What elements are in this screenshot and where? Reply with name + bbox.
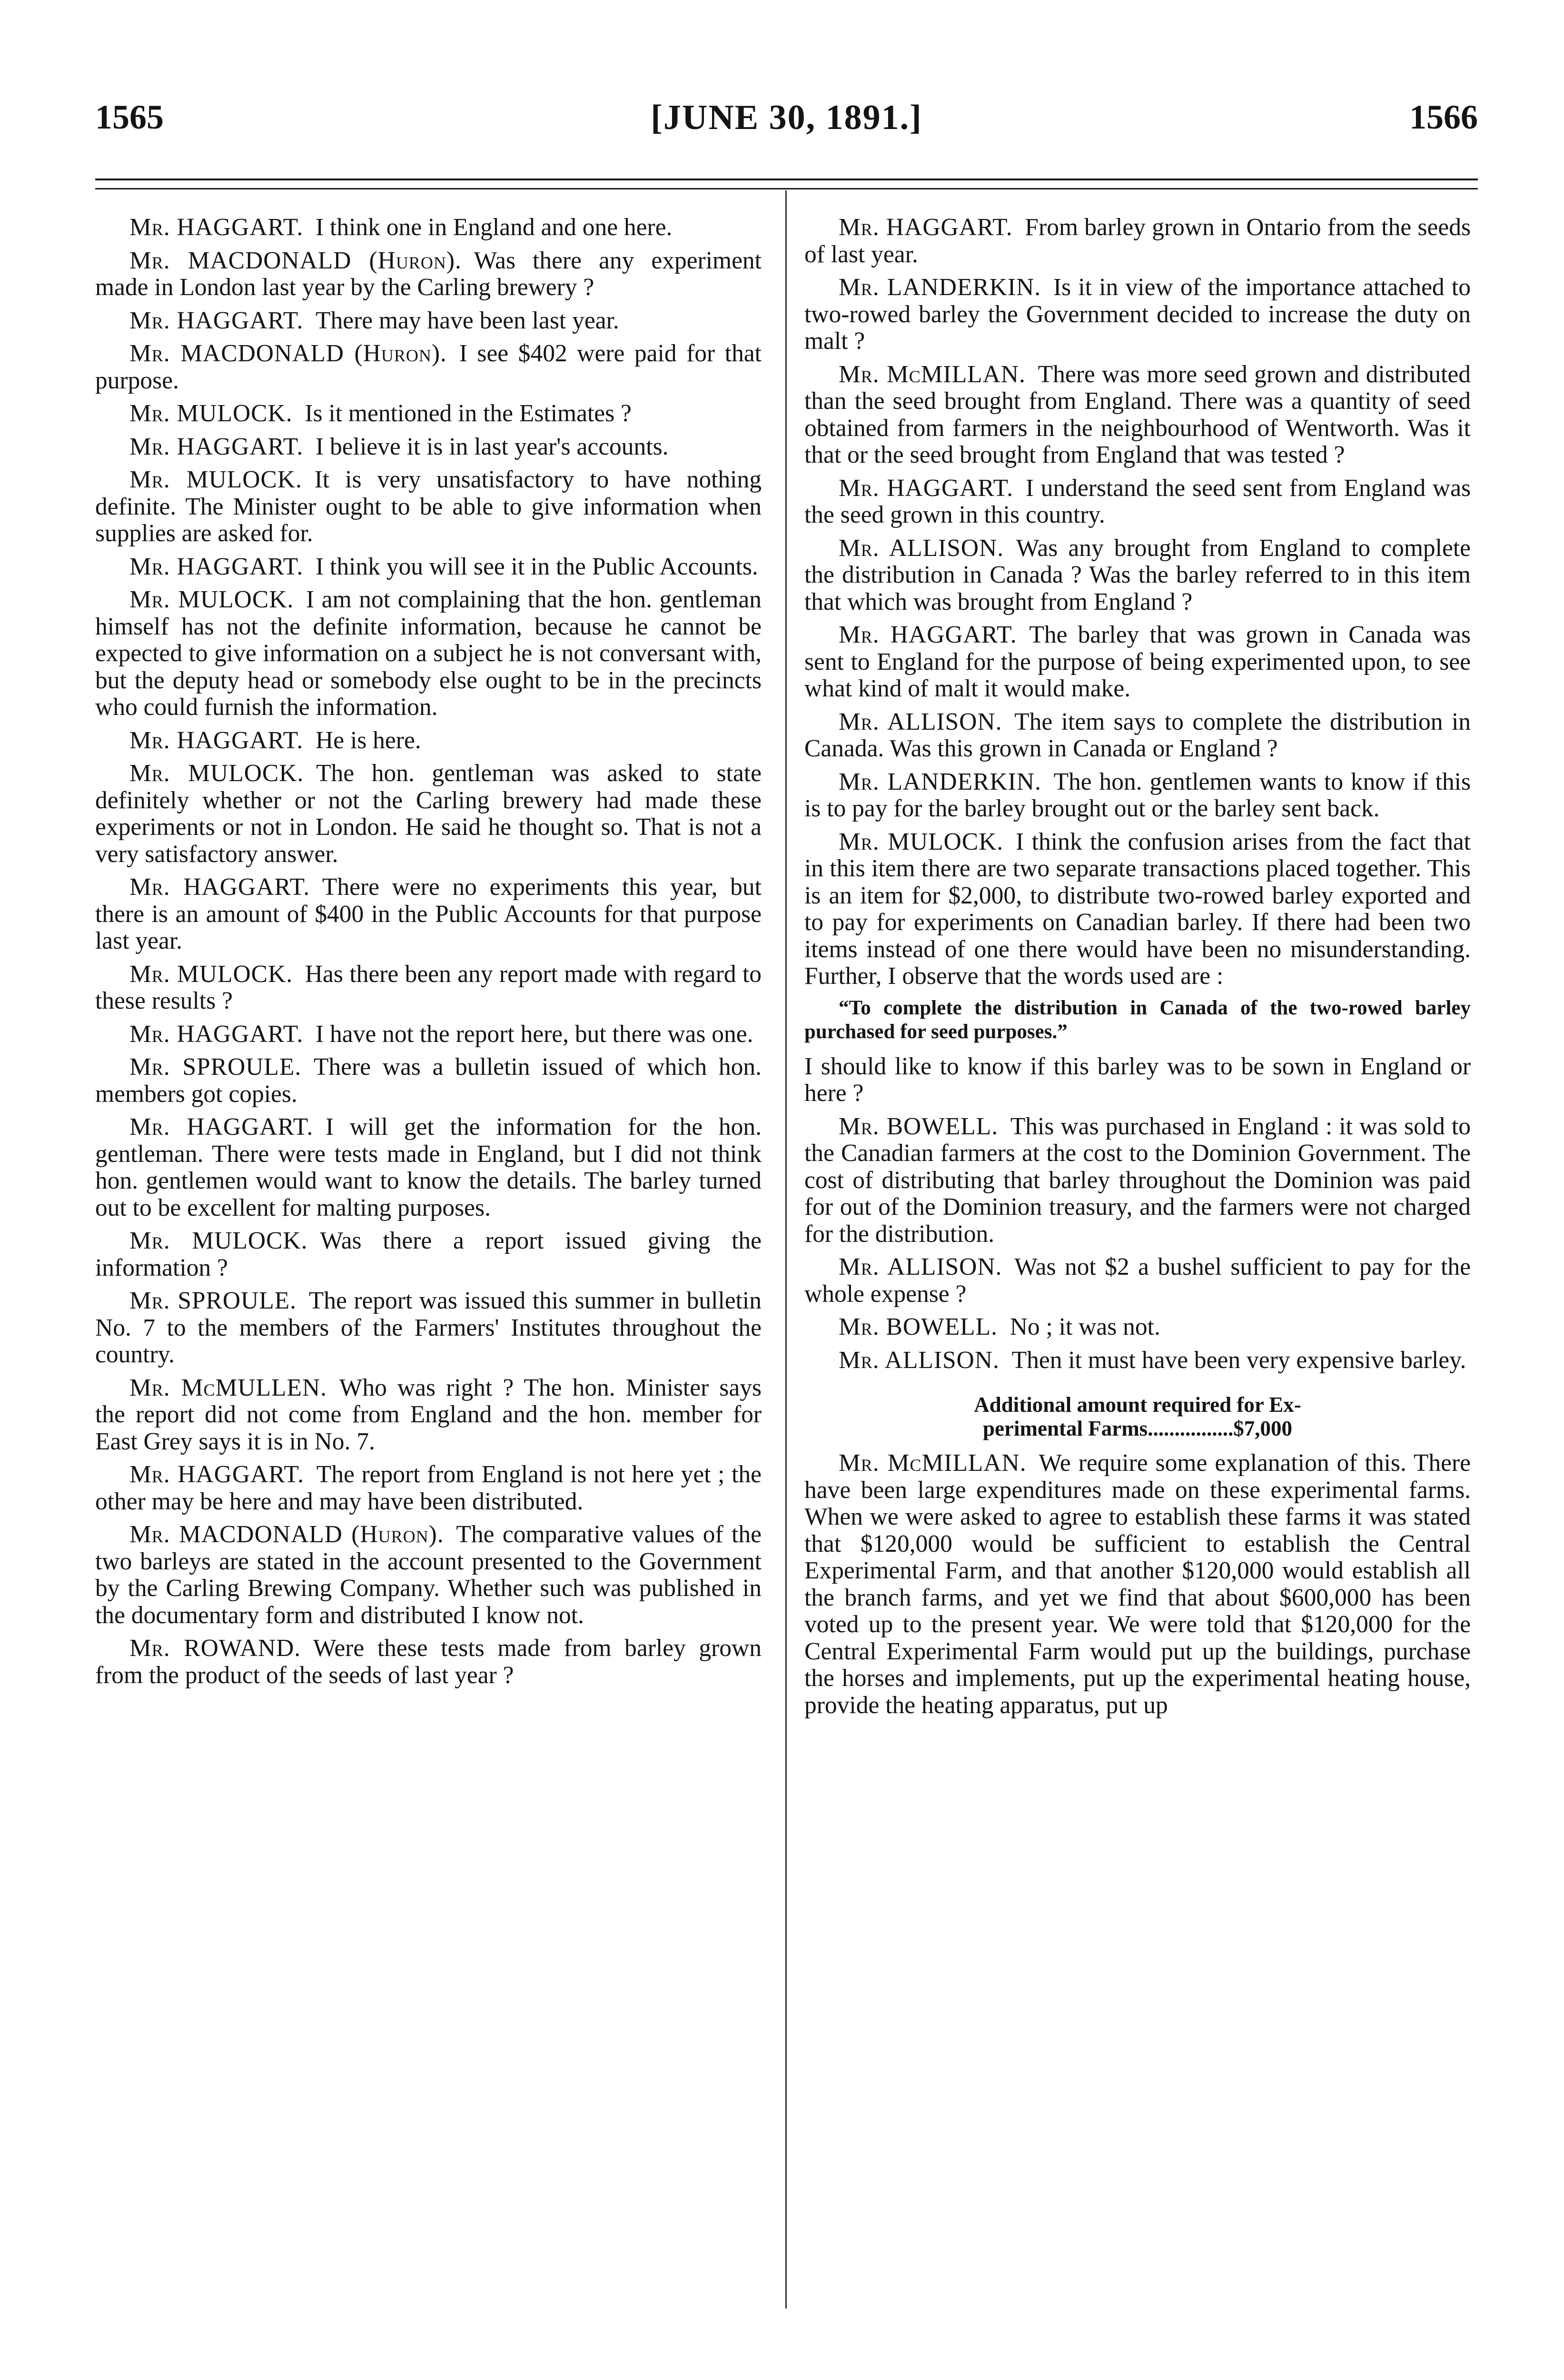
speech-paragraph [95, 1461, 762, 1515]
header-rule-top [95, 178, 1478, 180]
speech-paragraph [804, 214, 1471, 268]
speech-text: Has there been any report made with regard to these results ? [95, 960, 762, 1014]
speaker-name: Mr. HAGGART. [839, 621, 1017, 648]
speaker-name: Mr. MACDONALD (Huron). [129, 247, 462, 274]
speech-paragraph [95, 1375, 762, 1456]
speaker-name: Mr. McMILLAN. [839, 360, 1026, 388]
speech-paragraph [804, 829, 1471, 990]
page-header [95, 98, 1478, 150]
speech-text: The barley that was grown in Canada was sent to England for the purpose of being experimented upon, to see what kind of malt it would make. [804, 621, 1471, 702]
speech-paragraph [95, 434, 762, 461]
speech-text: I think one in England and one here. [316, 214, 673, 241]
left-page-number: 1565 [95, 98, 164, 136]
speech-text: The hon. gentlemen wants to know if this is to pay for the barley brought out or the barley sent back. [804, 768, 1471, 822]
speaker-name: Mr. HAGGART. [839, 474, 1014, 502]
speaker-name: Mr. HAGGART. [129, 726, 304, 754]
speech-text: There were no experiments this year, but there is an amount of $400 in the Public Accounts for that purpose last year. [95, 873, 762, 954]
speech-text: From barley grown in Ontario from the seeds of last year. [804, 214, 1471, 268]
speaker-name: Mr. McMULLEN. [129, 1374, 327, 1401]
speech-text: Then it must have been very expensive barley. [1011, 1346, 1466, 1374]
speaker-name: Mr. MULOCK. [129, 1227, 308, 1254]
speaker-name: Mr. HAGGART. [129, 307, 304, 334]
speech-paragraph [95, 1288, 762, 1368]
speaker-name: Mr. LANDERKIN. [839, 274, 1041, 301]
speech-text: Is it in view of the importance attached to two-rowed barley the Government decided to increase the duty on malt ? [804, 274, 1471, 355]
speaker-name: Mr. SPROULE. [129, 1287, 297, 1314]
speech-text: The comparative values of the two barleys are stated in the account presented to the Government by the Carling Brewing Company. Whether such was published in the documentary form and distributed I know not. [95, 1521, 762, 1629]
header-rule-bottom [95, 188, 1478, 189]
speech-paragraph [95, 466, 762, 547]
speech-paragraph [95, 214, 762, 241]
speech-paragraph [804, 475, 1471, 529]
speaker-name: Mr. HAGGART. [129, 1113, 314, 1140]
speech-paragraph [95, 874, 762, 955]
speaker-name: Mr. MULOCK. [839, 828, 1004, 855]
column-divider [785, 190, 787, 2309]
speech-paragraph [804, 361, 1471, 469]
speech-text: I believe it is in last year's accounts. [316, 433, 669, 460]
right-column [804, 214, 1471, 1725]
speaker-name: Mr. HAGGART. [129, 214, 304, 241]
speech-paragraph [95, 307, 762, 335]
speech-text: No ; it was not. [1010, 1313, 1160, 1340]
speaker-name: Mr. HAGGART. [129, 553, 304, 580]
speech-paragraph [95, 760, 762, 868]
speech-text: I see $402 were paid for that purpose. [95, 340, 762, 394]
speech-paragraph [95, 961, 762, 1015]
speaker-name: Mr. MACDONALD (Huron). [129, 340, 447, 367]
speech-text: He is here. [316, 726, 421, 754]
speech-text: Were these tests made from barley grown from the product of the seeds of last year ? [95, 1635, 762, 1689]
speech-text: I understand the seed sent from England was the seed grown in this country. [804, 474, 1471, 528]
speech-text: This was purchased in England : it was sold to the Canadian farmers at the cost to the Dominion Government. The cost of distributing that barley throughout the Dominion was paid for out of the Dominion treasury, and the farmers were not charged for the distribution. [804, 1112, 1471, 1248]
speech-paragraph [804, 1450, 1471, 1719]
speech-text: There was a bulletin issued of which hon. members got copies. [95, 1053, 762, 1108]
speaker-name: Mr. HAGGART. [129, 433, 304, 460]
speech-paragraph [95, 248, 762, 301]
speech-text: I think you will see it in the Public Accounts. [316, 553, 758, 580]
speech-text: There may have been last year. [316, 307, 619, 334]
speech-paragraph [95, 400, 762, 427]
speech-text: Was not $2 a bushel sufficient to pay for the whole expense ? [804, 1253, 1471, 1308]
speech-paragraph [95, 586, 762, 721]
speaker-name: Mr. ALLISON. [839, 1253, 1002, 1280]
speech-paragraph [95, 727, 762, 754]
speech-text: Was there any experiment made in London last year by the Carling brewery ? [95, 247, 762, 301]
left-column [95, 214, 762, 1695]
speech-paragraph [804, 1347, 1471, 1374]
issue-date: [JUNE 30, 1891.] [651, 98, 922, 137]
speaker-name: Mr. ALLISON. [839, 708, 1002, 735]
speech-text: I will get the information for the hon. gentleman. There were tests made in England, but I did not think hon. gentlemen would want to know the details. The barley turned out to be excellent for malting purposes. [95, 1113, 762, 1221]
speaker-name: Mr. BOWELL. [839, 1112, 999, 1140]
speaker-name: Mr. MULOCK. [129, 400, 293, 427]
speech-text: Is it mentioned in the Estimates ? [305, 400, 632, 427]
speech-text: There was more seed grown and distributed than the seed brought from England. There was a quantity of seed obtained from farmers in the neighbourhood of Wentworth. Was it that or the seed brought from England that was tested ? [804, 360, 1471, 468]
speech-paragraph [95, 1054, 762, 1108]
estimate-item-line-2: perimental Farms................ [983, 1417, 1234, 1440]
speech-text: It is very unsatisfactory to have nothing definite. The Minister ought to be able to give information when supplies are asked for. [95, 466, 762, 547]
speech-paragraph [804, 769, 1471, 823]
quoted-item-text: “To complete the distribution in Canada of the two-rowed barley purchased for seed purposes.” [804, 996, 1471, 1043]
speaker-name: Mr. LANDERKIN. [839, 768, 1041, 795]
speaker-name: Mr. HAGGART. [129, 873, 310, 901]
speech-paragraph [804, 709, 1471, 763]
speech-paragraph [804, 535, 1471, 616]
speaker-name: Mr. MULOCK. [129, 960, 293, 988]
speech-paragraph [804, 1254, 1471, 1308]
speaker-name: Mr. MACDONALD (Huron). [129, 1521, 444, 1548]
speech-text: I think the confusion arises from the fact that in this item there are two separate transactions placed together. This is an item for $2,000, to distribute two-rowed barley exported and to pay for experiments on Canadian barley. If there had been two items instead of one there would have been no misunderstanding. Further, I observe that the words used are : [804, 828, 1471, 990]
speech-text: The hon. gentleman was asked to state definitely whether or not the Carling brewery had made these experiments or not in London. He said he thought so. That is not a very satisfactory answer. [95, 760, 762, 868]
speech-paragraph [95, 1635, 762, 1689]
speech-text: I am not complaining that the hon. gentleman himself has not the definite information, because he cannot be expected to give information on a subject he is not conversant with, but the deputy head or somebody else ought to be in the precincts who could furnish the information. [95, 586, 762, 721]
speech-paragraph [95, 1021, 762, 1048]
speech-text: Who was right ? The hon. Minister says the report did not come from England and the hon. member for East Grey says it is in No. 7. [95, 1374, 762, 1455]
speech-text: Was there a report issued giving the information ? [95, 1227, 762, 1281]
speech-text: I have not the report here, but there was one. [316, 1020, 753, 1048]
speech-text: The item says to complete the distribution in Canada. Was this grown in Canada or England ? [804, 708, 1471, 762]
speech-paragraph [804, 1113, 1471, 1248]
speaker-name: Mr. HAGGART. [129, 1461, 305, 1488]
speech-text: The report from England is not here yet ; the other may be here and may have been distributed. [95, 1461, 762, 1515]
speech-paragraph [95, 1114, 762, 1221]
speech-text: Was any brought from England to complete the distribution in Canada ? Was the barley referred to in this item that which was brought from England ? [804, 534, 1471, 615]
speech-text: We require some explanation of this. There have been large expenditures made on these experimental farms. When we were asked to agree to establish these farms it was stated that $120,000 would be sufficient to establish the Central Experimental Farm, and that another $120,000 would establish all the branch farms, and yet we find that about $600,000 has been voted up to the present year. We were told that $120,000 for the Central Experimental Farm would put up the buildings, purchase the horses and implements, put up the experimental heating house, provide the heating apparatus, put up [804, 1449, 1471, 1719]
quote-followup: I should like to know if this barley was to be sown in England or here ? [804, 1052, 1471, 1107]
speaker-name: Mr. McMILLAN. [839, 1449, 1027, 1477]
right-column-debate-part-2 [804, 1113, 1471, 1374]
speaker-name: Mr. BOWELL. [839, 1313, 998, 1340]
estimate-item-line-1: Additional amount required for Ex- [974, 1393, 1301, 1417]
speech-paragraph [95, 554, 762, 581]
speaker-name: Mr. ALLISON. [839, 1346, 1000, 1374]
speech-text: The report was issued this summer in bulletin No. 7 to the members of the Farmers' Institutes throughout the country. [95, 1287, 762, 1368]
estimate-item-amount: $7,000 [1233, 1417, 1292, 1440]
speech-paragraph [95, 340, 762, 394]
speech-paragraph [804, 274, 1471, 355]
right-column-debate-part-1 [804, 214, 1471, 990]
speaker-name: Mr. ROWAND. [129, 1635, 301, 1662]
speech-paragraph [804, 1314, 1471, 1341]
speaker-name: Mr. MULOCK. [129, 760, 304, 787]
speaker-name: Mr. MULOCK. [129, 466, 302, 493]
estimate-item-heading [804, 1393, 1471, 1440]
speaker-name: Mr. MULOCK. [129, 586, 294, 613]
speech-paragraph [95, 1521, 762, 1629]
speaker-name: Mr. HAGGART. [129, 1020, 304, 1048]
right-page-number: 1566 [1409, 98, 1478, 136]
speech-paragraph [95, 1228, 762, 1281]
speaker-name: Mr. ALLISON. [839, 534, 1004, 562]
right-column-debate-part-3 [804, 1450, 1471, 1719]
speaker-name: Mr. HAGGART. [839, 214, 1013, 241]
speech-paragraph [804, 622, 1471, 703]
speaker-name: Mr. SPROULE. [129, 1053, 302, 1081]
